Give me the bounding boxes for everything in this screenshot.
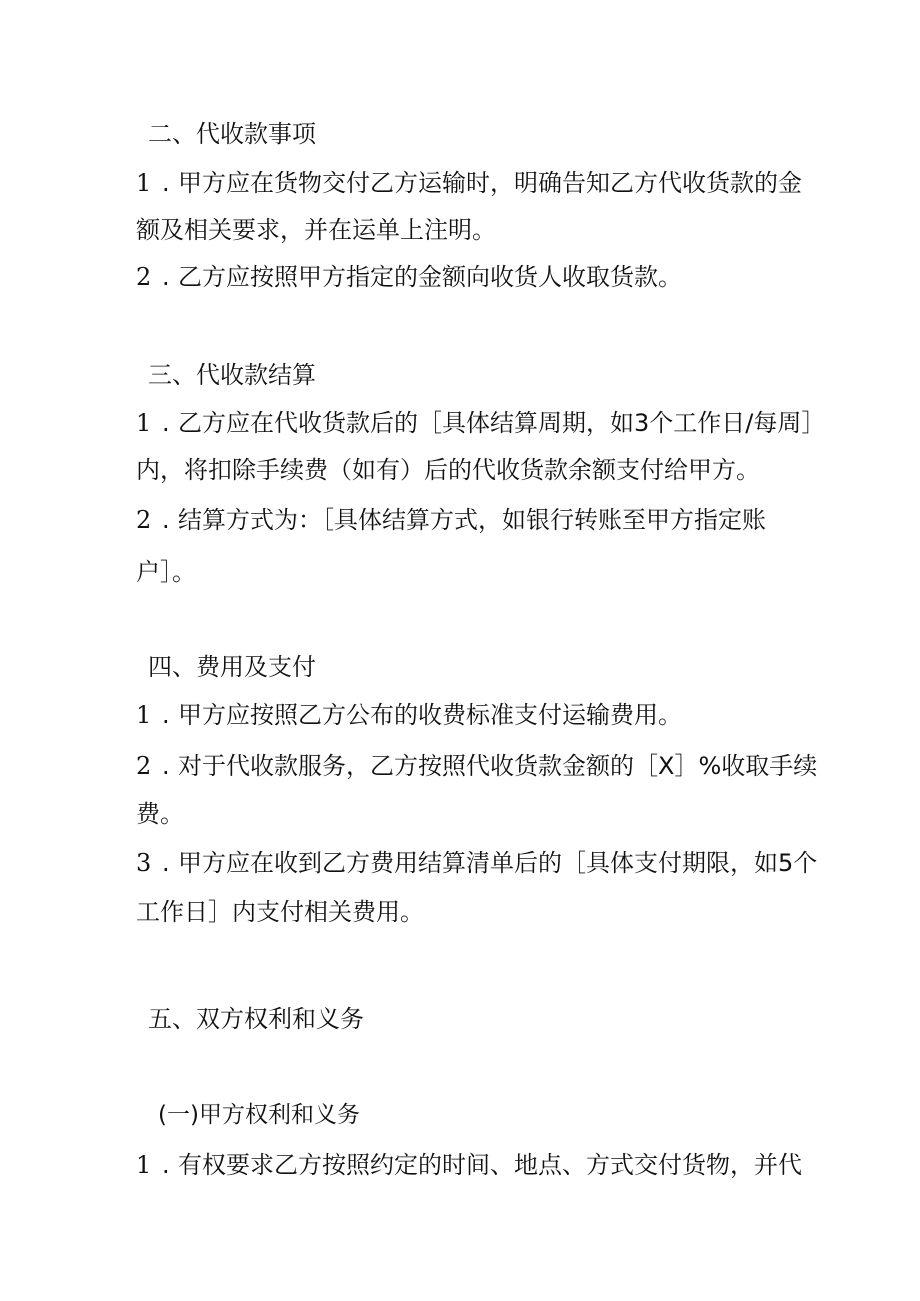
item-number: 2 bbox=[136, 263, 152, 291]
section-3-item-2-line-1 bbox=[136, 505, 766, 535]
item-text: 结算方式为：［具体结算方式，如银行转账至甲方指定账 bbox=[178, 506, 766, 534]
item-separator: . bbox=[162, 169, 170, 197]
item-separator: . bbox=[162, 701, 170, 729]
section-2-title: 二、代收款事项 bbox=[148, 120, 316, 148]
item-number: 3 bbox=[136, 849, 152, 877]
section-5-title: 五、双方权利和义务 bbox=[148, 1005, 364, 1033]
section-4-item-3-line-1 bbox=[136, 848, 817, 878]
section-3-item-2-line-2: 户］。 bbox=[136, 558, 196, 586]
item-separator: . bbox=[162, 849, 170, 877]
item-separator: . bbox=[162, 506, 170, 534]
item-number: 1 bbox=[136, 1151, 152, 1179]
section-2-item-1-line-2: 额及相关要求，并在运单上注明。 bbox=[136, 216, 496, 244]
item-separator: . bbox=[162, 409, 170, 437]
item-separator: . bbox=[162, 752, 170, 780]
item-number: 2 bbox=[136, 752, 152, 780]
section-4-item-3-line-2: 工作日］内支付相关费用。 bbox=[136, 898, 424, 926]
item-number: 2 bbox=[136, 506, 152, 534]
section-3-title: 三、代收款结算 bbox=[148, 361, 316, 389]
item-text: 对于代收款服务，乙方按照代收货款金额的［X］%收取手续 bbox=[178, 752, 818, 780]
item-text: 乙方应按照甲方指定的金额向收货人收取货款。 bbox=[178, 263, 682, 291]
item-text: 甲方应在收到乙方费用结算清单后的［具体支付期限，如5个 bbox=[178, 849, 818, 877]
item-text: 乙方应在代收货款后的［具体结算周期，如3个工作日/每周］ bbox=[178, 409, 826, 437]
item-number: 1 bbox=[136, 701, 152, 729]
section-5-sub-1-title: (一)甲方权利和义务 bbox=[158, 1102, 360, 1128]
item-number: 1 bbox=[136, 409, 152, 437]
item-separator: . bbox=[162, 263, 170, 291]
item-text: 有权要求乙方按照约定的时间、地点、方式交付货物，并代 bbox=[178, 1151, 802, 1179]
section-4-title: 四、费用及支付 bbox=[148, 653, 316, 681]
section-4-item-2-line-1 bbox=[136, 751, 817, 781]
section-4-item-2-line-2: 费。 bbox=[136, 800, 184, 828]
item-text: 甲方应在货物交付乙方运输时，明确告知乙方代收货款的金 bbox=[178, 169, 802, 197]
section-3-item-1-line-2: 内，将扣除手续费（如有）后的代收货款余额支付给甲方。 bbox=[136, 456, 760, 484]
item-number: 1 bbox=[136, 169, 152, 197]
section-2-item-2-line-1 bbox=[136, 262, 682, 292]
section-3-item-1-line-1 bbox=[136, 408, 825, 438]
section-5-sub-1-item-1-line-1 bbox=[136, 1150, 802, 1180]
item-separator: . bbox=[162, 1151, 170, 1179]
section-2-item-1-line-1 bbox=[136, 168, 802, 198]
item-text: 甲方应按照乙方公布的收费标准支付运输费用。 bbox=[178, 701, 682, 729]
section-4-item-1-line-1 bbox=[136, 700, 682, 730]
